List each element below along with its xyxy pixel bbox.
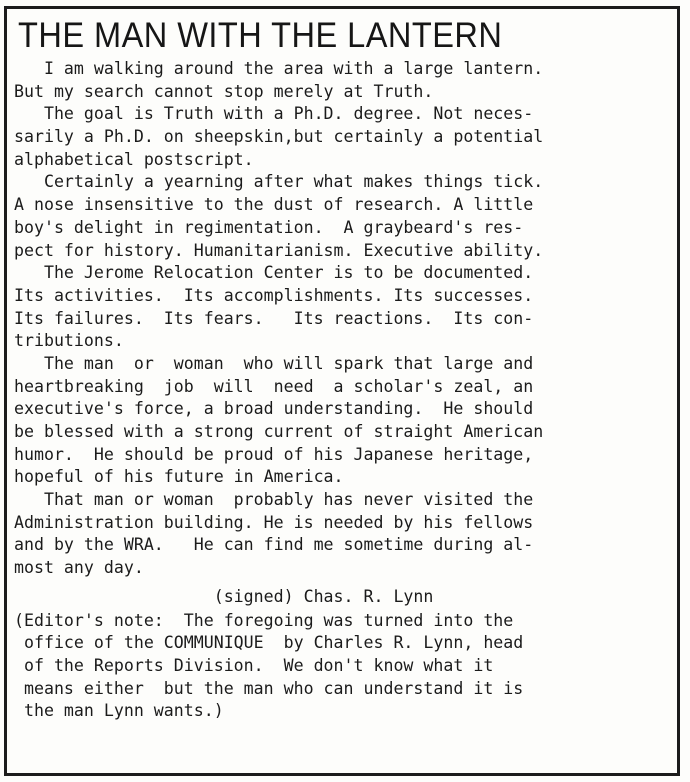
article-line: pect for history. Humanitarianism. Executive ability.	[14, 240, 544, 261]
article-line: hopeful of his future in America.	[14, 467, 344, 488]
article-line: That man or woman probably has never visited the	[14, 490, 534, 511]
article-line: alphabetical postscript.	[14, 149, 254, 170]
article-line: heartbreaking job will need a scholar's zeal, an	[14, 376, 534, 397]
article-line: most any day.	[14, 558, 144, 579]
article-body	[14, 58, 674, 723]
editors-note-line: of the Reports Division. We don't know what it	[14, 655, 494, 676]
article-line: executive's force, a broad understanding. He should	[14, 399, 534, 420]
article-line: Certainly a yearning after what makes things tick.	[14, 172, 544, 193]
article-line: The Jerome Relocation Center is to be documented.	[14, 263, 534, 284]
article-line: sarily a Ph.D. on sheepskin,but certainly a potential	[14, 127, 544, 148]
article-line: The goal is Truth with a Ph.D. degree. Not neces-	[14, 104, 534, 125]
editors-note-line: (Editor's note: The foregoing was turned into the	[14, 610, 514, 631]
article-line: tributions.	[14, 331, 124, 352]
article-line: Administration building. He is needed by his fellows	[14, 512, 534, 533]
article-line: boy's delight in regimentation. A graybeard's res-	[14, 217, 524, 238]
article-line: The man or woman who will spark that large and	[14, 353, 534, 374]
article-line: I am walking around the area with a large lantern.	[14, 59, 544, 79]
article-line: and by the WRA. He can find me sometime during al-	[14, 535, 534, 556]
article-line: Its failures. Its fears. Its reactions. Its con-	[14, 308, 534, 329]
editors-note-line: office of the COMMUNIQUE by Charles R. Lynn, head	[14, 633, 524, 654]
editors-note-line: the man Lynn wants.)	[14, 701, 224, 722]
article-line: be blessed with a strong current of straight American	[14, 422, 544, 442]
article-title: THE MAN WITH THE LANTERN	[18, 16, 503, 55]
article-line: But my search cannot stop merely at Truth.	[14, 81, 434, 102]
signature-line: (signed) Chas. R. Lynn	[14, 586, 434, 607]
article-line: humor. He should be proud of his Japanese heritage,	[14, 444, 534, 465]
article-line: A nose insensitive to the dust of research. A little	[14, 195, 534, 216]
article-line: Its activities. Its accomplishments. Its successes.	[14, 285, 534, 306]
editors-note-line: means either but the man who can understand it is	[14, 678, 524, 699]
